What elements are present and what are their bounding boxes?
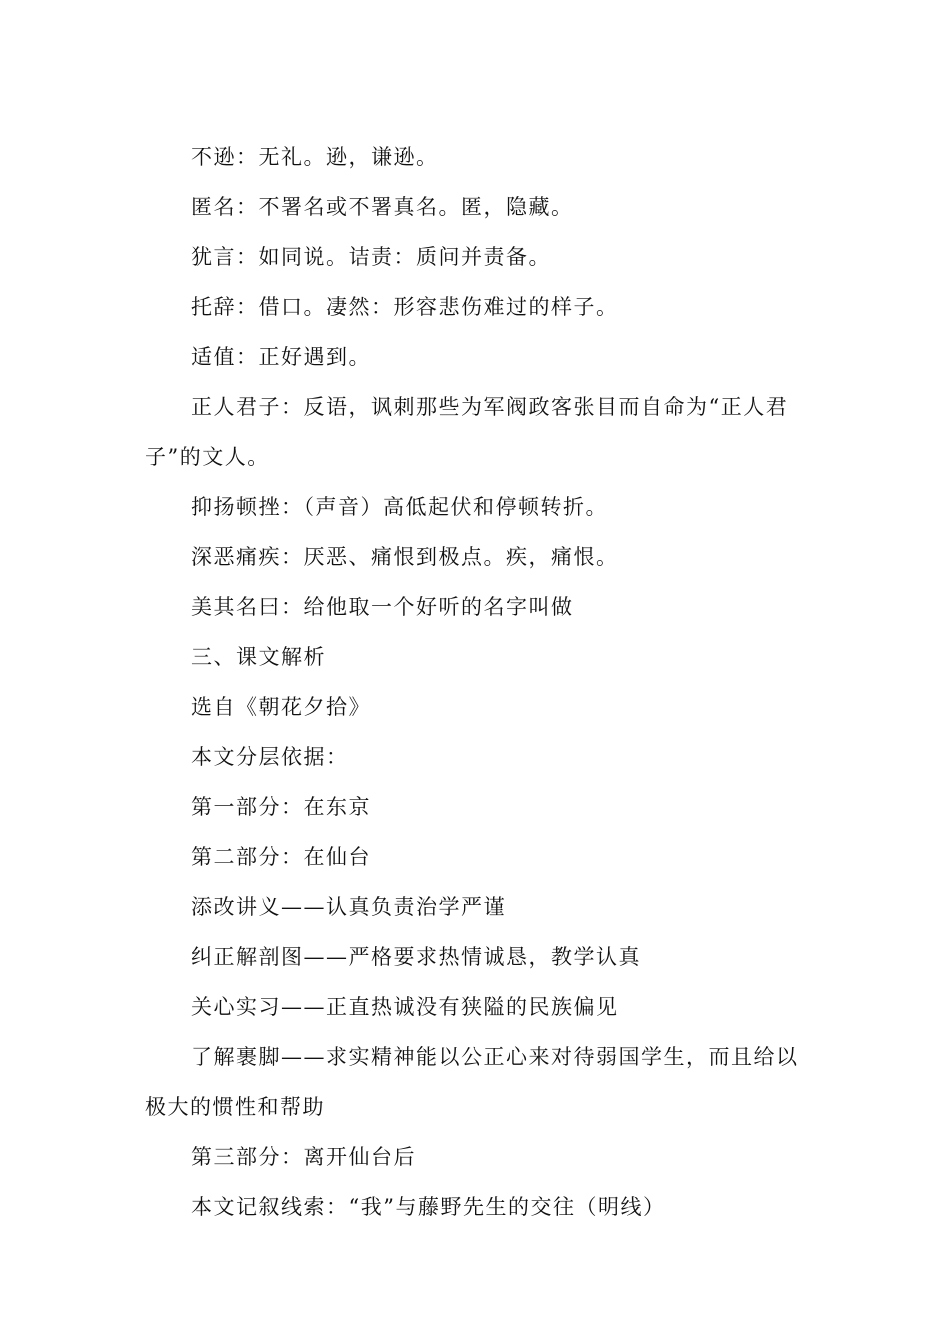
- vocab-youyan: 犹言：如同说。诘责：质问并责备。: [191, 245, 551, 269]
- event-lecture-notes: 添改讲义——认真负责治学严谨: [191, 895, 506, 919]
- section-heading: 三、课文解析: [191, 645, 326, 669]
- event-practice: 关心实习——正直热诚没有狭隘的民族偏见: [191, 995, 619, 1019]
- vocab-zhengrenjunzi: 正人君子：反语，讽刺那些为军阀政客张目而自命为“正人君子”的文人。: [145, 395, 789, 469]
- source-line: 选自《朝花夕拾》: [191, 695, 371, 719]
- vocab-shenwutongji: 深恶痛疾：厌恶、痛恨到极点。疾，痛恨。: [191, 545, 619, 569]
- vocab-meiqimingyue: 美其名曰：给他取一个好听的名字叫做: [191, 595, 574, 619]
- narrative-clue: 本文记叙线索：“我”与藤野先生的交往（明线）: [191, 1195, 666, 1219]
- event-anatomy-drawing: 纠正解剖图——严格要求热情诚恳，教学认真: [191, 945, 641, 969]
- part-one: 第一部分：在东京: [191, 795, 371, 819]
- event-footbinding: 了解裹脚——求实精神能以公正心来对待弱国学生，而且给以极大的惯性和帮助: [145, 1045, 799, 1119]
- vocab-shizhi: 适值：正好遇到。: [191, 345, 371, 369]
- part-three: 第三部分：离开仙台后: [191, 1145, 416, 1169]
- part-two: 第二部分：在仙台: [191, 845, 371, 869]
- vocab-buxun: 不逊：无礼。逊，谦逊。: [191, 145, 439, 169]
- vocab-yiyangdunCuo: 抑扬顿挫：（声音）高低起伏和停顿转折。: [191, 495, 608, 519]
- vocab-niming: 匿名：不署名或不署真名。匿，隐藏。: [191, 195, 574, 219]
- structure-intro: 本文分层依据：: [191, 745, 349, 769]
- vocab-tuoci: 托辞：借口。凄然：形容悲伤难过的样子。: [191, 295, 619, 319]
- document-body: [145, 132, 810, 1232]
